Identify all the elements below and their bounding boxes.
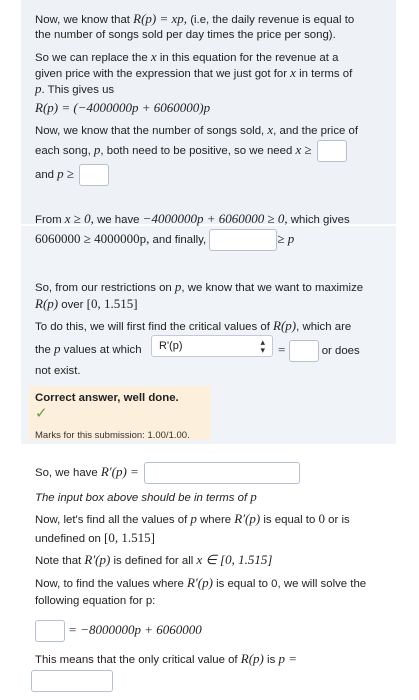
derivation-line-1: From x ≥ 0, we have −4000000p + 6060000 ≥ 0, which gives <box>35 211 350 226</box>
conclusion-line: This means that the only critical value of R(p) is p = <box>35 651 297 666</box>
derivative-line: So, we have R′(p) = <box>35 462 300 484</box>
positivity-line-1: Now, we know that the number of songs sold, x, and the price of <box>35 122 359 137</box>
critical-line-2-end: = or does <box>278 340 360 362</box>
critical-line-3: not exist. <box>35 365 81 377</box>
derivation-line-2: 6060000 ≥ 4000000p, and finally, ≥ p <box>35 229 294 251</box>
positivity-line-3: and p ≥ <box>35 164 109 186</box>
zero-line-1: Now, let's find all the values of p where R′(p) is equal to 0 or is <box>35 511 350 526</box>
revenue-equation: R(p) = (−4000000p + 6060000)p <box>35 100 211 115</box>
defined-line: Note that R′(p) is defined for all x ∈ [0, 1.515] <box>35 552 273 567</box>
solve-line-1: Now, to find the values where R′(p) is equal to 0, we will solve the <box>35 575 367 590</box>
replace-line-3: p. This gives us <box>35 81 115 96</box>
restriction-line-1: So, from our restrictions on p, we know that we want to maximize <box>35 279 364 294</box>
critical-line-2-start: the p values at which <box>35 341 142 356</box>
critical-value-input[interactable] <box>289 340 319 362</box>
feedback-title: Correct answer, well done. <box>35 392 179 404</box>
x-lower-bound-input[interactable] <box>317 140 347 162</box>
zero-line-2: undefined on [0, 1.515] <box>35 530 155 545</box>
derivative-select[interactable]: R'(p) ▴ ▾ <box>151 335 273 357</box>
p-lower-bound-input[interactable] <box>79 164 109 186</box>
checkmark-icon: ✓ <box>35 405 48 422</box>
marks-text: Marks for this submission: 1.00/1.00. <box>35 430 190 441</box>
critical-line-1: To do this, we will first find the critical values of R(p), which are <box>35 318 352 333</box>
derivative-input[interactable] <box>144 462 300 484</box>
replace-line-1: So we can replace the x in this equation for the revenue at a <box>35 49 339 64</box>
positivity-line-2: each song, p, both need to be positive, so we need x ≥ <box>35 140 347 162</box>
solve-line-2: following equation for p: <box>35 595 156 607</box>
intro-line-1: Now, we know that R(p) = xp, (i.e, the daily revenue is equal to <box>35 11 355 26</box>
equation-lhs-input[interactable] <box>35 620 65 642</box>
replace-line-2: given price with the expression that we just got for x in terms of <box>35 65 353 80</box>
intro-line-2: the number of songs sold per day times the price per song). <box>35 29 336 41</box>
restriction-line-2: R(p) over [0, 1.515] <box>35 296 138 311</box>
critical-point-input[interactable] <box>31 670 113 692</box>
select-arrows-icon: ▴ ▾ <box>260 337 265 355</box>
input-hint: The input box above should be in terms of p <box>35 489 257 504</box>
p-upper-bound-input[interactable] <box>209 229 277 251</box>
solve-equation: = −8000000p + 6060000 <box>35 620 202 642</box>
